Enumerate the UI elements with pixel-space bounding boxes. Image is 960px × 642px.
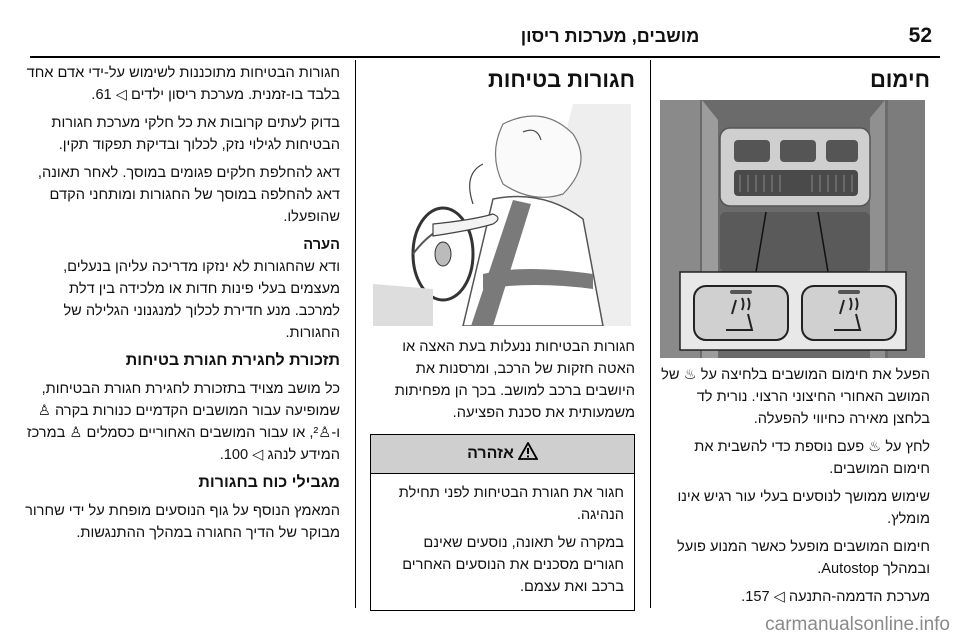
heating-paragraph-3: שימוש ממושך לנוסעים בעלי עור רגיש אינו מומלץ.: [677, 489, 930, 527]
heating-paragraph-1: הפעל את חימום המושבים בלחיצה על ♨ של המושב האחורי החיצוני הרצוי. נורית לד בלחצן מאירה כחיווי להפעלה.: [661, 367, 930, 427]
middle-column: [370, 62, 635, 611]
note-title: הערה: [303, 237, 340, 253]
belt-force-limiters-body: המאמץ הנוסף על גוף הנוסעים מופחת על ידי שחרור מבוקר של הדיך החגורה במהלך ההתנגשות.: [25, 503, 340, 541]
column-divider-right: [650, 60, 651, 608]
page-header: [0, 0, 960, 58]
seat-belt-driver-svg: [373, 104, 631, 326]
warning-triangle-icon: [518, 435, 538, 473]
rear-seat-heating-illustration: [660, 100, 925, 358]
section-heading-seat-belts: חגורות בטיחות: [487, 67, 635, 92]
warning-header: [371, 435, 634, 474]
heating-buttons-svg: [660, 100, 925, 358]
section-heading-heating: חימום: [869, 67, 930, 92]
seat-belts-intro: חגורות הבטיחות ננעלות בעת האצה או האטה חזקות של הרכב, ומרסנות את היושבים ברכב למושב. בכך הן מפחיתות משמעותית את סכנת הפציעה.: [394, 339, 635, 421]
heating-paragraph-2: לחץ על ♨ פעם נוספת כדי להשבית את חימום המושבים.: [694, 439, 930, 477]
warning-title: אזהרה: [467, 445, 514, 462]
belts-replacement-paragraph: דאג להחלפת חלקים פגומים במוסך. לאחר תאונה, דאג להחלפה במוסך של החגורות ומותחני הקדם שהופעלו.: [37, 165, 340, 225]
column-divider-left: [355, 60, 356, 608]
warning-paragraph-1: חגור את חגורת הבטיחות לפני תחילת הנהיגה.: [398, 485, 624, 523]
running-title: מושבים, מערכות ריסון: [520, 26, 700, 46]
heating-paragraph-5: מערכת הדממה-התנעה ◁ 157.: [741, 589, 930, 605]
belts-usage-paragraph: חגורות הבטיחות מתוכננות לשימוש על-ידי אדם אחד בלבד בו-זמנית. מערכת ריסון ילדים ◁ 61.: [26, 65, 340, 103]
seat-belt-reminder-heading: תזכורת לחגירת חגורת בטיחות: [125, 352, 340, 369]
header-rule: [30, 56, 940, 58]
warning-paragraph-2: במקרה של תאונה, נוסעים שאינם חגורים מסכנים את הנוסעים האחרים ברכב ואת עצמם.: [402, 535, 624, 595]
note-body: ודא שהחגורות לא ינזקו מדריכה עליהן בנעלים, מעצמים בעלי פינות חדות או מלכידה בין דלת למרכב. מנע חדירת לכלוך למנגנוני הגלילה של החגורות.: [63, 259, 340, 341]
watermark: carmanualsonline.info: [765, 614, 950, 635]
belt-force-limiters-heading: מגבילי כוח בחגורות: [198, 474, 340, 491]
left-column: [20, 62, 340, 550]
right-column: [660, 62, 930, 614]
warning-box: [370, 434, 635, 611]
seat-belt-reminder-body: כל מושב מצויד בתזכורת לחגירת חגורת הבטיחות, שמופיעה עבור המושבים הקדמיים כנורות בקרה ♙ ו-♙², או עבור המושבים האחוריים כסמלים ♙ במרכז המידע לנהג ◁ 100.: [26, 381, 340, 463]
heating-paragraph-4: חימום המושבים מופעל כאשר המנוע פועל ובמהלך Autostop.: [676, 539, 930, 577]
page-number: 52: [908, 24, 932, 47]
belts-inspection-paragraph: בדוק לעתים קרובות את כל חלקי מערכת חגורות הבטיחות לגילוי נזק, לכלוך ובדיקת תפקוד תקין.: [51, 115, 340, 153]
seat-belt-driver-illustration: [373, 104, 631, 326]
